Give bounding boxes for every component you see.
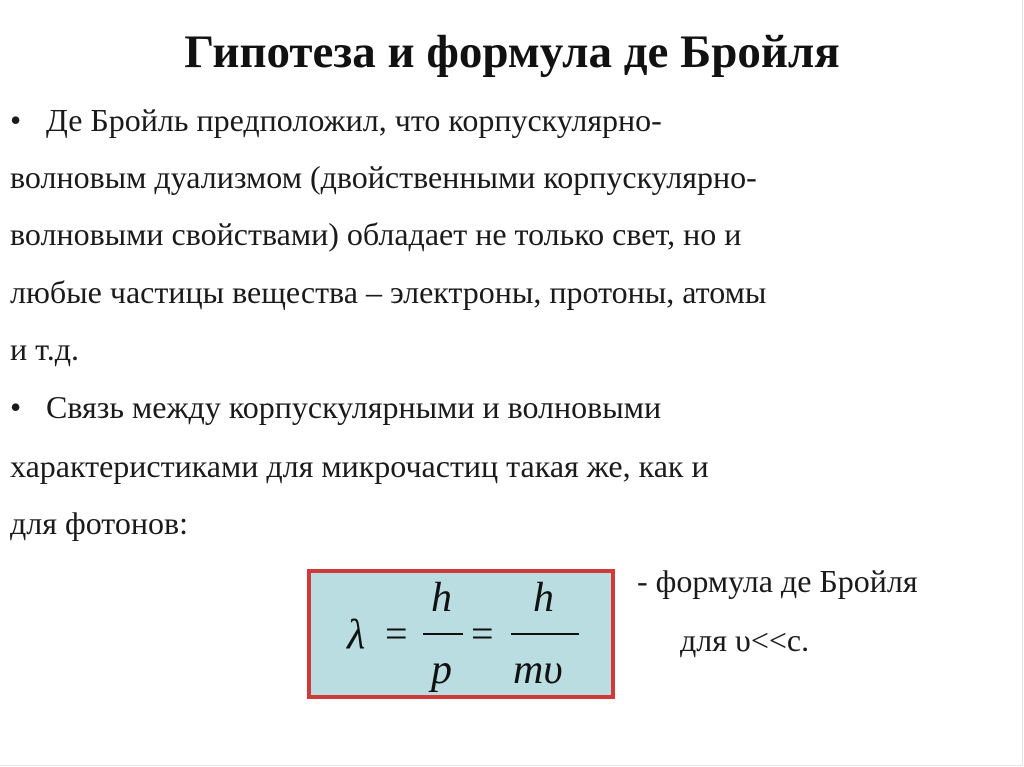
bullet-2-line-2: характеристиками для микрочастиц такая же, как и — [10, 448, 709, 484]
frac2-denominator: mυ — [513, 647, 563, 693]
bullet-marker: • — [10, 102, 22, 138]
bullet-2-text-line-1: Связь между корпускулярными и волновыми — [46, 389, 662, 425]
frac1-bar — [423, 633, 463, 635]
formula-caption: - формула де Бройля — [637, 563, 918, 599]
frac1-numerator: h — [431, 575, 452, 621]
bullet-2-line-1 — [10, 387, 661, 427]
formula-box — [307, 569, 615, 699]
frac1-denominator: p — [431, 647, 452, 693]
lambda-symbol: λ — [347, 612, 366, 658]
bullet-1-line-4: любые частицы вещества – электроны, протоны, атомы — [10, 274, 767, 310]
bullet-1-line-5: и т.д. — [10, 331, 79, 367]
formula-condition: для υ<<с. — [680, 622, 810, 658]
equals-sign-2: = — [471, 611, 494, 656]
frac2-numerator: h — [533, 575, 554, 621]
equals-sign-1: = — [385, 611, 408, 656]
bullet-1-line-2: волновым дуализмом (двойственными корпускулярно- — [10, 159, 757, 195]
slide-title: Гипотеза и формула де Бройля — [184, 26, 840, 78]
de-broglie-formula — [311, 573, 611, 695]
bullet-marker: • — [10, 389, 22, 425]
frac2-bar — [511, 633, 579, 635]
bullet-1-text-line-1: Де Бройль предположил, что корпускулярно- — [46, 102, 662, 138]
bullet-2-line-3: для фотонов: — [10, 505, 188, 541]
bullet-1-line-3: волновыми свойствами) обладает не только свет, но и — [10, 216, 742, 252]
bullet-1-line-1 — [10, 100, 662, 140]
